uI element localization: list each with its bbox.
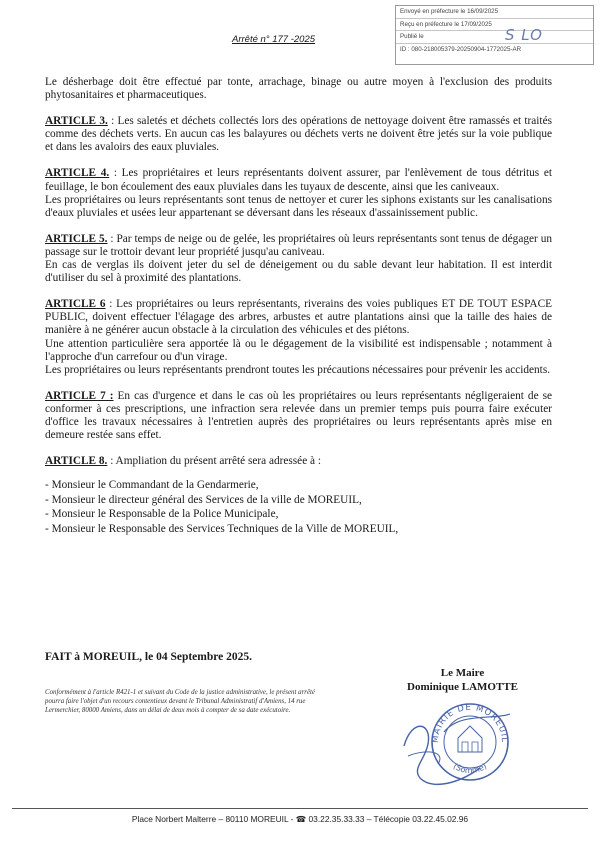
article-6: ARTICLE 6 : Les propriétaires ou leurs représentants, riverains des voies publiques ET DE TOUT ESPACE PUBLIC, doivent effectuer l'élagage des arbres, arbustes et autre plantations ainsi que la taille des haies de manière à ne générer aucun obstacle à la circulation des véhicules et des piétons. Une attention particulière sera apportée là ou le dégagement de la visibilité est indispensable ; notamment à l'approche d'un carrefour ou d'un virage. Les propriétaires ou leurs représentants prendront toutes les précautions nécessaires pour prévenir les accidents. xyxy=(45,298,553,376)
legal-notice: Conformément à l'article R421-1 et suivant du Code de la justice administrative, le présent arrêté pourra faire l'objet d'un recours contentieux devant le Tribunal Administratif d'Amiens, 14 rue Lermerchier, 80000 Amiens, dans un délai de deux mois à compter de sa date exécutoire. xyxy=(45,689,315,714)
phone-icon: ☎ xyxy=(295,814,307,824)
article-label: ARTICLE 4. xyxy=(45,167,110,180)
municipal-seal-icon xyxy=(398,698,540,794)
done-at-line: FAIT à MOREUIL, le 04 Septembre 2025. xyxy=(45,651,252,663)
seal-bottom-text: (Somme) xyxy=(451,761,489,776)
article-8: ARTICLE 8. : Ampliation du présent arrêté sera adressée à : xyxy=(45,455,322,468)
svg-text:(Somme) xyxy=(452,762,489,776)
stamp-received: Reçu en préfecture le 17/09/2025 xyxy=(396,19,593,32)
footer xyxy=(0,814,600,824)
stamp-id: ID : 080-218005379-20250904-1772025-AR xyxy=(400,45,522,53)
article-3: ARTICLE 3. : Les saletés et déchets collectés lors des opérations de nettoyage doivent être ramassés et traités comme des déchets verts. En aucun cas les balayures ou déchets verts ne doivent être jetés sur la voie publique et dans les avaloirs des eaux pluviales. xyxy=(45,115,552,154)
list-item: - Monsieur le Responsable de la Police Municipale, xyxy=(45,508,279,521)
handwritten-initials: S LO xyxy=(505,26,543,44)
list-item: - Monsieur le Commandant de la Gendarmerie, xyxy=(45,479,259,492)
footer-divider xyxy=(12,808,588,809)
article-label: ARTICLE 6 xyxy=(45,298,106,311)
article-label: ARTICLE 7 : xyxy=(45,389,114,402)
article-label: ARTICLE 8. xyxy=(45,455,108,468)
stamp-published: Publié le xyxy=(396,31,593,44)
stamp-sent: Envoyé en préfecture le 16/09/2025 xyxy=(396,6,593,19)
recipients-list xyxy=(45,478,552,536)
article-4: ARTICLE 4. : Les propriétaires et leurs représentants doivent assurer, par l'enlèvement de tous détritus et feuillage, le bon écoulement des eaux pluviales dans les tuyaux de descente, ainsi que les caniveaux. Les propriétaires ou leurs représentants sont tenus de nettoyer et curer les siphons existants sur les canalisations d'eaux pluviales et usées leur appartenant se déversant dans les réseaux d'assainissement public. xyxy=(45,167,552,219)
footer-address: Place Norbert Malterre – 80110 MOREUIL - xyxy=(131,814,294,824)
signatory-role: Le Maire xyxy=(440,667,485,679)
document-body xyxy=(45,76,552,537)
footer-phone: 03.22.35.33.33 – Télécopie 03.22.45.02.96 xyxy=(308,814,469,824)
list-item: - Monsieur le Responsable des Services Techniques de la Ville de MOREUIL, xyxy=(45,523,399,536)
list-item: - Monsieur le directeur général des Services de la ville de MOREUIL, xyxy=(45,493,362,506)
article-label: ARTICLE 3. xyxy=(45,115,108,128)
article-7: ARTICLE 7 : En cas d'urgence et dans le cas où les propriétaires ou leurs représentants négligeraient de se conformer à ces prescriptions, une infraction sera relevée dans un premier temps puis pourra faire exécuter d'office les travaux nécessaires à l'entretien auprès des propriétaires ou leurs représentants après mise en demeure restée sans effet. xyxy=(45,389,553,442)
seal-top-text: MAIRIE DE MOREUIL xyxy=(430,702,510,744)
svg-text:MAIRIE DE MOREUIL xyxy=(431,703,509,744)
arrete-number: Arrêté n° 177 -2025 xyxy=(232,34,316,45)
prefecture-stamp xyxy=(395,5,594,65)
intro-paragraph: Le désherbage doit être effectué par tonte, arrachage, binage ou autre moyen à l'exclusion des produits phytosanitaires et pharmaceutiques. xyxy=(45,76,552,102)
signatory-name: Dominique LAMOTTE xyxy=(407,680,518,693)
article-label: ARTICLE 5. xyxy=(45,232,108,245)
signatory-block xyxy=(400,667,525,694)
article-5: ARTICLE 5. : Par temps de neige ou de gelée, les propriétaires où leurs représentants sont tenus de dégager un passage sur le trottoir devant leur propriété jusqu'au caniveau. En cas de verglas ils doivent jeter du sel de déneigement ou du sable devant leur habitation. Il est interdit d'utiliser du sel à proximité des plantations. xyxy=(45,232,552,285)
